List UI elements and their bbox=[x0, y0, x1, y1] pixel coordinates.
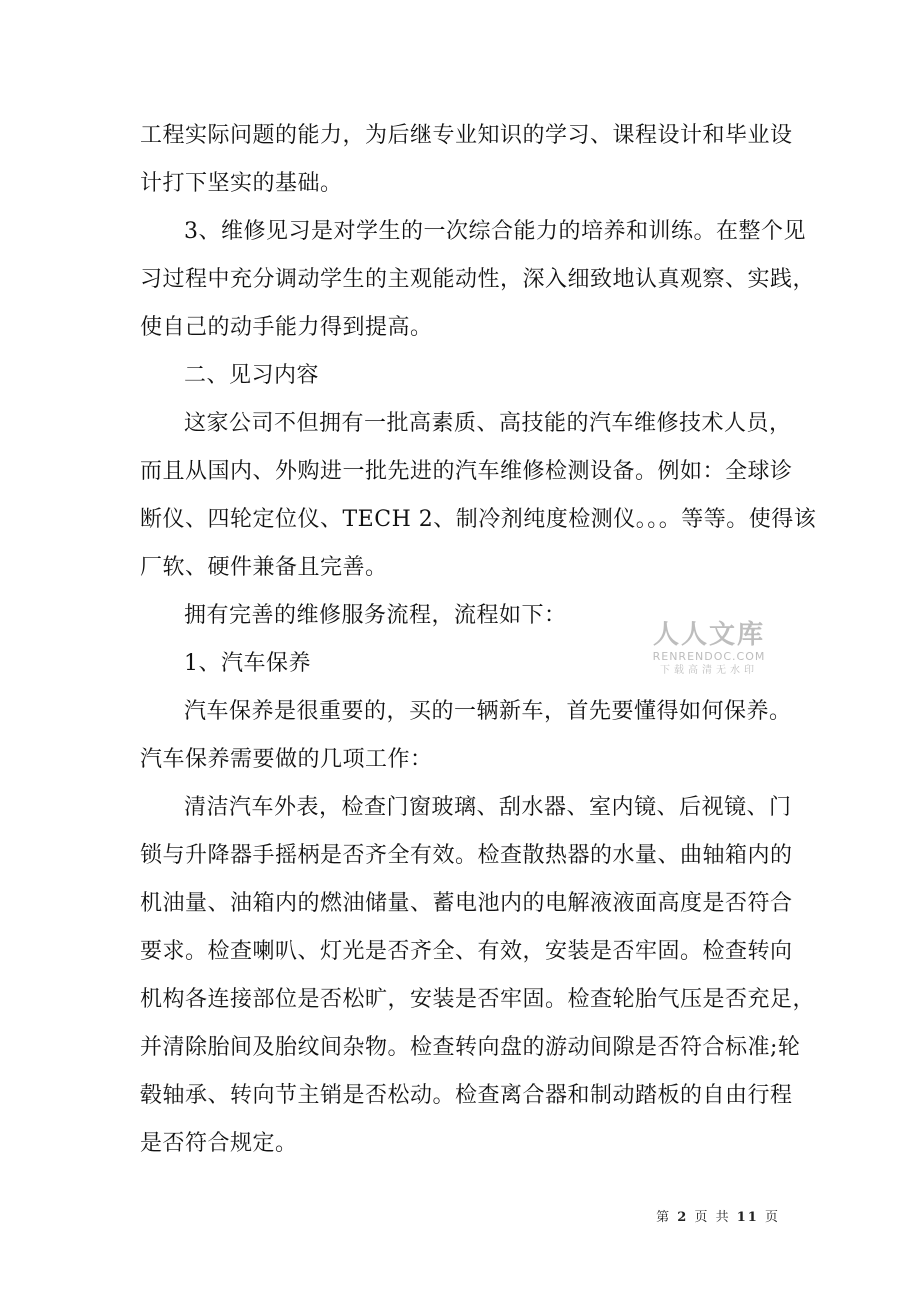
text-line: 汽车保养需要做的几项工作： bbox=[140, 747, 433, 772]
text-line: 清洁汽车外表，检查门窗玻璃、刮水器、室内镜、后视镜、门 bbox=[184, 795, 792, 820]
text-line: 工程实际问题的能力，为后继专业知识的学习、课程设计和毕业设 bbox=[140, 123, 793, 148]
page-prefix: 第 bbox=[656, 1210, 672, 1225]
text-line: 要求。检查喇叭、灯光是否齐全、有效，安装是否牢固。检查转向 bbox=[140, 939, 793, 964]
section-heading: 二、见习内容 bbox=[184, 363, 320, 388]
watermark-logo bbox=[646, 620, 772, 678]
page-number bbox=[656, 1206, 780, 1225]
text-line: 计打下坚实的基础。 bbox=[140, 171, 343, 196]
text-line: 而且从国内、外购进一批先进的汽车维修检测设备。例如：全球诊 bbox=[140, 459, 793, 484]
current-page-number: 2 bbox=[677, 1210, 689, 1225]
text-line: 汽车保养是很重要的，买的一辆新车，首先要懂得如何保养。 bbox=[184, 699, 792, 724]
text-line: 机油量、油箱内的燃油储量、蓄电池内的电解液液面高度是否符合 bbox=[140, 891, 793, 916]
text-line: 机构各连接部位是否松旷，安装是否牢固。检查轮胎气压是否充足， bbox=[140, 987, 816, 1012]
text-line: 使自己的动手能力得到提高。 bbox=[140, 315, 433, 340]
total-page-number: 11 bbox=[736, 1210, 759, 1225]
text-line: 拥有完善的维修服务流程，流程如下： bbox=[184, 603, 567, 628]
text-line: 3、维修见习是对学生的一次综合能力的培养和训练。在整个见 bbox=[184, 219, 806, 244]
text-line: 习过程中充分调动学生的主观能动性，深入细致地认真观察、实践， bbox=[140, 267, 816, 292]
text-line: 厂软、硬件兼备且完善。 bbox=[140, 555, 388, 580]
page-suffix: 页 bbox=[764, 1210, 780, 1225]
watermark-url: RENRENDOC.COM bbox=[652, 650, 766, 663]
subsection-heading: 1、汽车保养 bbox=[184, 651, 311, 676]
text-line: 是否符合规定。 bbox=[140, 1131, 298, 1156]
text-line: 这家公司不但拥有一批高素质、高技能的汽车维修技术人员， bbox=[184, 411, 792, 436]
page-middle: 页 共 bbox=[694, 1210, 731, 1225]
text-line: 毂轴承、转向节主销是否松动。检查离合器和制动踏板的自由行程 bbox=[140, 1083, 793, 1108]
text-line: 并清除胎间及胎纹间杂物。检查转向盘的游动间隙是否符合标准;轮 bbox=[140, 1035, 801, 1060]
text-line: 锁与升降器手摇柄是否齐全有效。检查散热器的水量、曲轴箱内的 bbox=[140, 843, 793, 868]
watermark-tagline: 下载高清无水印 bbox=[660, 665, 758, 676]
text-line: 断仪、四轮定位仪、TECH 2、制冷剂纯度检测仪。。。等等。使得该 bbox=[140, 507, 817, 532]
watermark-title: 人人文库 bbox=[652, 620, 765, 650]
